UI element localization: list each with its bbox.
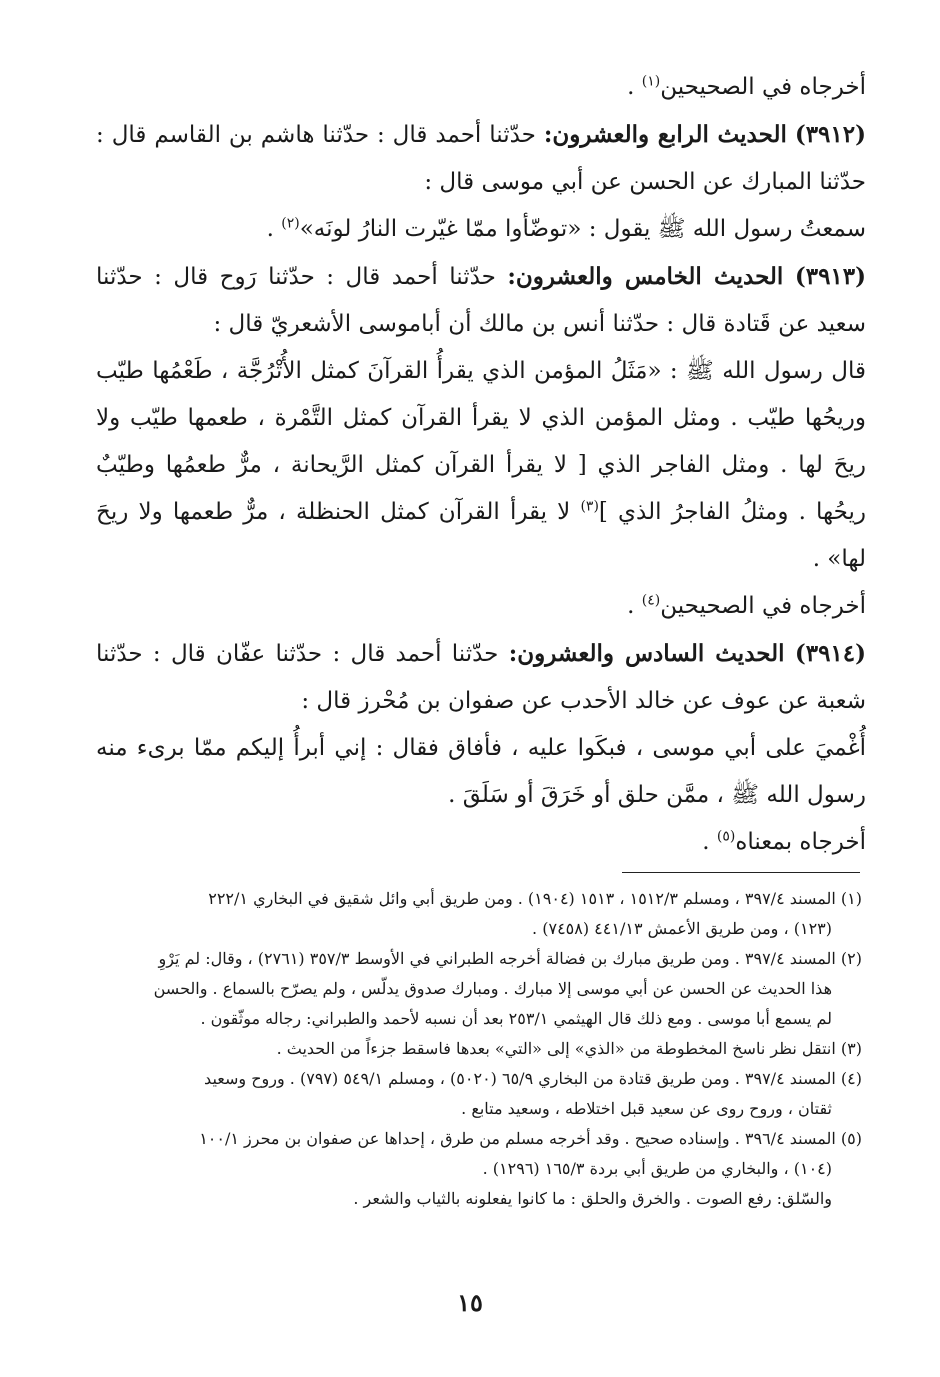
footnote-1: (١) المسند ٣٩٧/٤ ، ومسلم ١٥١٢/٣ ، ١٥١٣ (١٩٠٤) . ومن طريق أبي وائل شقيق في البخاري ٢٢٢/١ (208, 889, 862, 908)
footnote-5-cont: والسّلق: رفع الصوت . والخرق والحلق : ما كانوا يفعلونه بالثياب والشعر . (353, 1189, 832, 1208)
takhrij-line-1: أخرجاه في الصحيحين$^{(١)}$ . (627, 73, 866, 100)
hadith-number: (٣٩١٤) (794, 640, 867, 667)
hadith-3913-isnad (96, 253, 866, 348)
takhrij-line-3: أخرجاه بمعناه$^{(٥)}$ . (702, 828, 866, 855)
footnote-2-cont: لم يسمع أبا موسى . ومع ذلك قال الهيثمي ٢٥٣/١ بعد أن نسبه لأحمد والطبراني: رجاله موثّقون . (200, 1009, 832, 1028)
footnote-ref-3: (٣) (580, 498, 599, 515)
hadith-title: الحديث السادس والعشرون: (508, 640, 785, 667)
takhrij-line-2: أخرجاه في الصحيحين$^{(٤)}$ . (627, 592, 866, 619)
page-number: ١٥ (457, 1288, 483, 1317)
hadith-title: الحديث الخامس والعشرون: (507, 263, 784, 290)
footnote-ref-4: (٤) (641, 592, 661, 609)
footnote-5-cont: (١٠٤) ، والبخاري من طريق أبي بردة ١٦٥/٣ (١٢٩٦) . (482, 1159, 832, 1178)
hadith-number: (٣٩١٣) (794, 263, 867, 290)
hadith-3913-matn: قال رسول الله ﷺ : «مَثَلُ المؤمن الذي يقرأُ القرآنَ كمثل الأُتْرُجَّة ، طَعْمُها طيّب وريحُها طيّب . ومثل المؤمن الذي لا يقرأ القرآن كمثل التَّمْرة ، طعمها طيّب ولا ريحَ لها . ومثل الفاجر الذي [ لا يقرأ القرآن كمثل الرَّيحانة ، مرٌّ طعمُها وطيّبٌ ريحُها . ومثلُ الفاجرُ الذي ]$^{(٣)}$ لا يقرأ القرآن كمثل الحنظلة ، مرٌّ طعمها ولا ريحَ لها» . (96, 358, 866, 572)
footnote-5: (٥) المسند ٣٩٦/٤ . وإسناده صحيح . وقد أخرجه مسلم من طرق ، إحداها عن صفوان بن محرز ١٠٠/١ (199, 1129, 862, 1148)
hadith-isnad: حدّثنا أحمد قال : حدّثنا هاشم بن القاسم قال : حدّثنا المبارك عن الحسن عن أبي موسى قال : (96, 122, 866, 195)
footnote-ref-5: (٥) (716, 828, 736, 845)
hadith-isnad: حدّثنا أحمد قال : حدّثنا رَوح قال : حدّثنا سعيد عن قَتادة قال : حدّثنا أنس بن مالك أن أباموسى الأشعريّ قال : (96, 264, 866, 337)
hadith-isnad: حدّثنا أحمد قال : حدّثنا عفّان قال : حدّثنا شعبة عن عوف عن خالد الأحدب عن صفوان بن مُحْرز قال : (96, 641, 866, 714)
footnote-4-cont: ثقتان ، وروح روى عن سعيد قبل اختلاطه ، وسعيد متابع . (461, 1099, 832, 1118)
hadith-title: الحديث الرابع والعشرون: (543, 121, 787, 148)
footnote-1-cont: (١٢٣) ، ومن طريق الأعمش ٤٤١/١٣ (٧٤٥٨) . (532, 919, 832, 938)
footnote-2-cont: هذا الحديث عن الحسن عن أبي موسى إلا مبارك . ومبارك صدوق يدلّس ، ولم يصرّح بالسماع . والحسن (153, 979, 832, 998)
footnote-ref-1: (١) (641, 73, 661, 90)
hadith-3912-matn: سمعتُ رسول الله ﷺ يقول : «توضّأوا ممّا غيّرت النارُ لونَه»$^{(٢)}$ . (266, 215, 866, 242)
footnote-3: (٣) انتقل نظر ناسخ المخطوطة من «الذي» إلى «التي» بعدها فاسقط جزءاً من الحديث . (276, 1039, 862, 1058)
footnote-separator (622, 872, 860, 873)
footnote-ref-2: (٢) (281, 215, 300, 232)
main-text (96, 64, 866, 866)
footnotes (96, 884, 862, 1214)
hadith-number: (٣٩١٢) (794, 121, 867, 148)
hadith-3914-isnad (96, 630, 866, 725)
hadith-3914-matn: أُغْميَ على أبي موسى ، فبكَوا عليه ، فأفاق فقال : إني أبرأُ إليكم ممّا برىء منه رسول الله ﷺ ، ممَّن حلق أو خَرَقَ أو سَلَقَ . (96, 735, 866, 808)
hadith-3912-isnad (96, 111, 866, 206)
footnote-2: (٢) المسند ٣٩٧/٤ . ومن طريق مبارك بن فضالة أخرجه الطبراني في الأوسط ٣٥٧/٣ (٢٧٦١) ، وقال: لم يَرْوِ (158, 949, 862, 968)
footnote-4: (٤) المسند ٣٩٧/٤ . ومن طريق قتادة من البخاري ٦٥/٩ (٥٠٢٠) ، ومسلم ٥٤٩/١ (٧٩٧) . وروح وسعيد (204, 1069, 862, 1088)
